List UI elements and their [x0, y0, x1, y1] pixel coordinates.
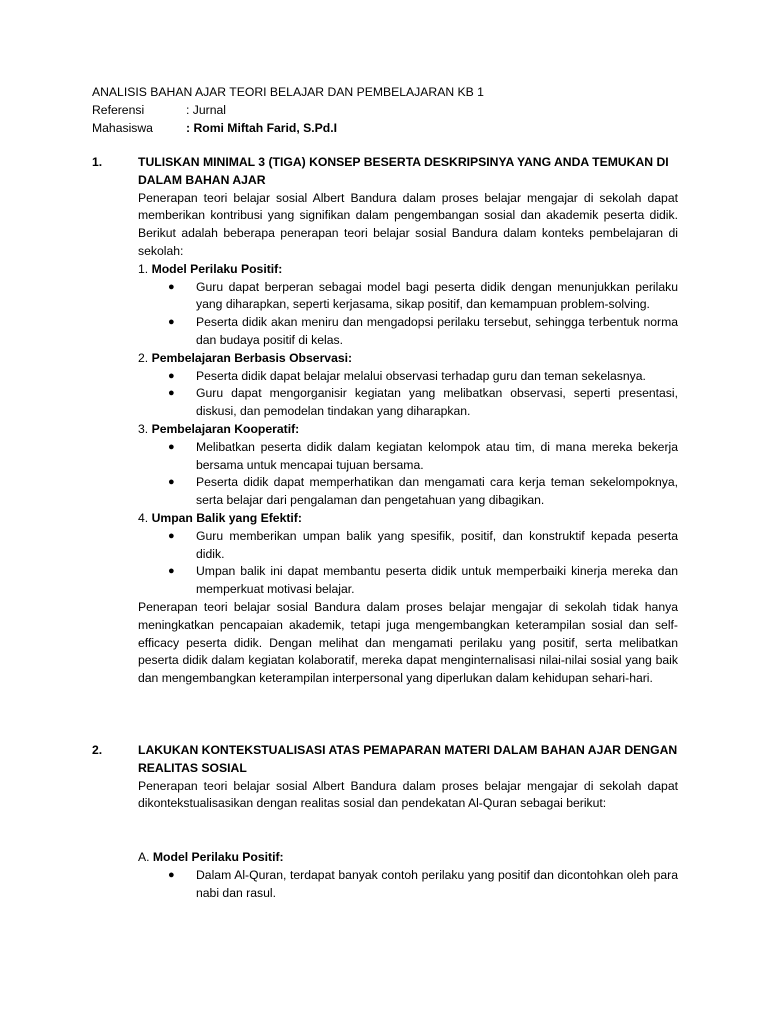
bullet-dot: ●: [168, 369, 175, 382]
bullet-dot: ●: [168, 316, 175, 329]
bullet-dot: ●: [168, 280, 175, 293]
list-item: [168, 474, 678, 510]
reference-label: Referensi: [92, 102, 145, 117]
document-header: [92, 84, 692, 137]
list-item-text: Peserta didik dapat memperhatikan dan mengamati cara kerja teman sekelompoknya, serta belajar dari pengalaman dan pengetahuan yang dibagikan.: [196, 475, 678, 508]
document-title: ANALISIS BAHAN AJAR TEORI BELAJAR DAN PEMBELAJARAN KB 1: [92, 85, 484, 99]
point-2-heading: [138, 350, 678, 368]
question-2-number: 2.: [92, 743, 103, 757]
list-item: [168, 563, 678, 599]
point-a-heading: [138, 849, 678, 867]
list-item-text: Peserta didik dapat belajar melalui observasi terhadap guru dan teman sekelasnya.: [196, 368, 646, 383]
point-1-heading: [138, 261, 678, 279]
bullet-dot: ●: [168, 565, 175, 578]
point-1-prefix: 1.: [138, 261, 152, 276]
bullet-dot: ●: [168, 387, 175, 400]
point-a-list: [138, 867, 678, 903]
answer-1: [138, 190, 678, 688]
list-item-text: Umpan balik ini dapat membantu peserta didik untuk memperbaiki kinerja mereka dan memperkuat motivasi belajar.: [196, 564, 678, 597]
point-4-list: [138, 528, 678, 599]
point-2-title: Pembelajaran Berbasis Observasi:: [151, 350, 353, 365]
answer-1-intro: Penerapan teori belajar sosial Albert Bandura dalam proses belajar mengajar di sekolah dapat memberikan kontribusi yang signifikan dalam pengembangan sosial dan akademik peserta didik. Berikut adalah beberapa penerapan teori belajar sosial Bandura dalam konteks pembelajaran di sekolah:: [138, 190, 678, 258]
point-4-title: Umpan Balik yang Efektif:: [151, 510, 302, 525]
list-item-text: Guru dapat berperan sebagai model bagi peserta didik dengan menunjukkan perilaku yang diharapkan, seperti kerjasama, sikap positif, dan kemampuan problem-solving.: [196, 279, 678, 312]
blank-space: [138, 813, 678, 849]
question-1: [92, 154, 678, 190]
answer-1-closing: Penerapan teori belajar sosial Bandura dalam proses belajar mengajar di sekolah tidak hanya meningkatkan pencapaian akademik, tetapi juga mengembangkan keterampilan sosial dan self-efficacy peserta didik. Dengan melihat dan mengamati perilaku yang positif, serta melibatkan peserta didik dalam kegiatan kolaboratif, mereka dapat menginternalisasi nilai-nilai sosial yang baik dan mengembangkan keterampilan interpersonal yang diperlukan dalam kehidupan sehari-hari.: [138, 599, 678, 686]
question-1-text: TULISKAN MINIMAL 3 (TIGA) KONSEP BESERTA DESKRIPSINYA YANG ANDA TEMUKAN DI DALAM BAHAN AJAR: [138, 155, 669, 187]
point-1-title: Model Perilaku Positif:: [151, 261, 283, 276]
point-4-prefix: 4.: [138, 510, 152, 525]
list-item: [168, 439, 678, 475]
bullet-dot: ●: [168, 476, 175, 489]
question-1-number: 1.: [92, 155, 103, 169]
list-item-text: Dalam Al-Quran, terdapat banyak contoh perilaku yang positif dan dicontohkan oleh para nabi dan rasul.: [196, 867, 678, 900]
list-item-text: Peserta didik akan meniru dan mengadopsi perilaku tersebut, sehingga terbentuk norma dan budaya positif di kelas.: [196, 315, 678, 347]
point-a-prefix: A.: [138, 850, 153, 865]
student-line: [92, 120, 692, 138]
section-1: [92, 154, 678, 688]
list-item: [168, 867, 678, 903]
point-3-list: [138, 439, 678, 510]
point-4-heading: [138, 510, 678, 528]
point-1-list: [138, 279, 678, 350]
list-item-text: Guru memberikan umpan balik yang spesifik, positif, dan konstruktif kepada peserta didik.: [196, 528, 678, 561]
point-2-prefix: 2.: [138, 350, 152, 365]
point-a-title: Model Perilaku Positif:: [152, 850, 284, 865]
list-item: [168, 528, 678, 564]
bullet-dot: ●: [168, 440, 175, 453]
list-item-text: Melibatkan peserta didik dalam kegiatan kelompok atau tim, di mana mereka bekerja bersama untuk mencapai tujuan bersama.: [196, 439, 678, 472]
point-2-list: [138, 368, 678, 421]
list-item: [168, 314, 678, 350]
reference-value: : Jurnal: [186, 102, 226, 117]
answer-2: [138, 778, 678, 903]
bullet-dot: ●: [168, 529, 175, 542]
section-2: [92, 742, 678, 903]
bullet-dot: ●: [168, 868, 175, 881]
student-label: Mahasiswa: [92, 120, 153, 135]
student-value: : Romi Miftah Farid, S.Pd.I: [186, 120, 337, 135]
answer-2-intro: Penerapan teori belajar sosial Albert Bandura dalam proses belajar mengajar di sekolah dapat dikontekstualisasikan dengan realitas sosial dan pendekatan Al-Quran sebagai berikut:: [138, 778, 678, 811]
list-item: [168, 385, 678, 421]
list-item: [168, 279, 678, 315]
list-item-text: Guru dapat mengorganisir kegiatan yang melibatkan observasi, seperti presentasi, diskusi, dan pemodelan tindakan yang diharapkan.: [196, 386, 678, 419]
question-2-text: LAKUKAN KONTEKSTUALISASI ATAS PEMAPARAN MATERI DALAM BAHAN AJAR DENGAN REALITAS SOSIAL: [138, 743, 678, 775]
list-item: [168, 368, 678, 386]
question-2: [92, 742, 678, 778]
point-3-prefix: 3.: [138, 421, 152, 436]
point-3-heading: [138, 421, 678, 439]
reference-line: [92, 102, 692, 120]
point-3-title: Pembelajaran Kooperatif:: [151, 421, 300, 436]
